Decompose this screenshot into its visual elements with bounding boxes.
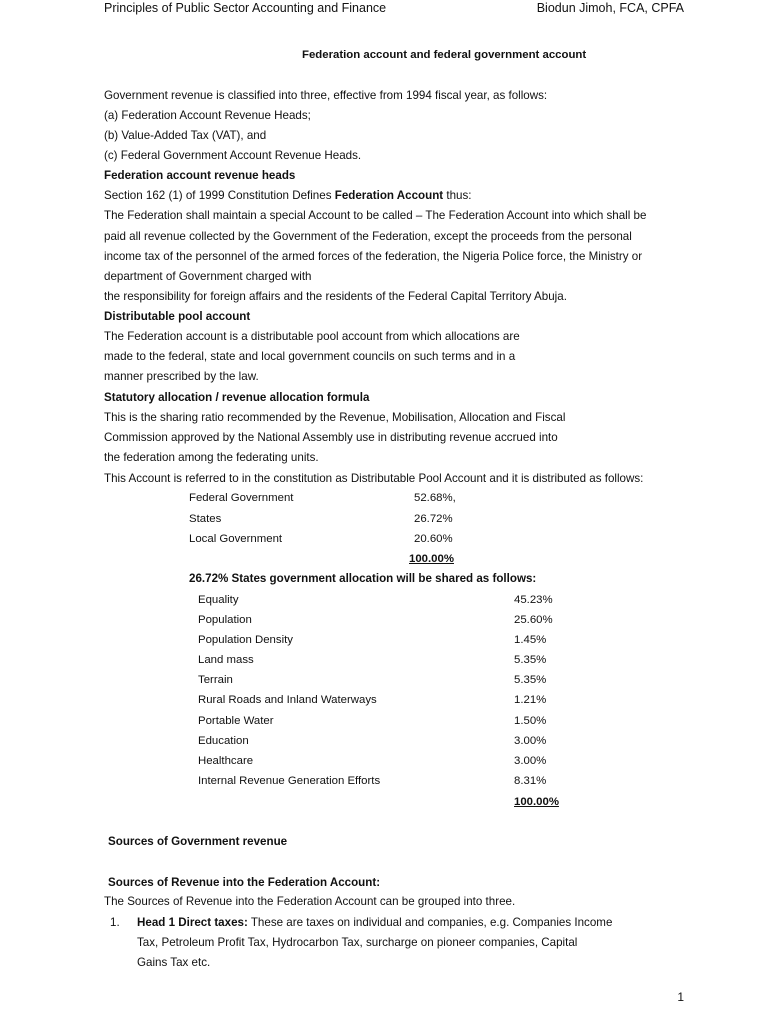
share-label: Population Density xyxy=(198,634,293,646)
share-label: Rural Roads and Inland Waterways xyxy=(198,694,377,706)
sources-item-line: Gains Tax etc. xyxy=(137,956,211,969)
share-value: 1.50% xyxy=(514,715,547,727)
pool-line: manner prescribed by the law. xyxy=(104,370,259,383)
item-text: These are taxes on individual and companies, e.g. Companies Income xyxy=(247,916,613,929)
sources-heading: Sources of Government revenue xyxy=(108,835,288,848)
pool-heading: Distributable pool account xyxy=(104,310,251,323)
states-share-heading: 26.72% States government allocation will be shared as follows: xyxy=(189,572,537,585)
definition-term: Federation Account xyxy=(334,189,444,202)
header-title: Principles of Public Sector Accounting and Finance xyxy=(104,1,387,15)
page-title: Federation account and federal government account xyxy=(302,49,587,61)
list-number: 1. xyxy=(110,916,120,929)
formula-line: This Account is referred to in the constitution as Distributable Pool Account and it is distributed as follows: xyxy=(104,472,644,485)
distribution-label: States xyxy=(189,513,222,525)
fed-heads-line: paid all revenue collected by the Government of the Federation, except the proceeds from the personal xyxy=(104,230,632,243)
definition-text: Section 162 (1) of 1999 Constitution Defines xyxy=(104,189,335,202)
sources-intro: The Sources of Revenue into the Federation Account can be grouped into three. xyxy=(104,895,516,908)
share-label: Healthcare xyxy=(198,755,254,767)
share-label: Terrain xyxy=(198,674,233,686)
share-value: 25.60% xyxy=(514,614,553,626)
share-label: Portable Water xyxy=(198,715,274,727)
sources-item xyxy=(137,915,612,931)
page-number: 1 xyxy=(677,990,684,1004)
sources-subheading: Sources of Revenue into the Federation Account: xyxy=(108,876,381,889)
distribution-value: 52.68%, xyxy=(414,492,456,504)
pool-line: The Federation account is a distributable pool account from which allocations are xyxy=(104,330,520,343)
distribution-value: 20.60% xyxy=(414,533,453,545)
formula-line: the federation among the federating units. xyxy=(104,451,319,464)
share-label: Population xyxy=(198,614,252,626)
share-value: 1.21% xyxy=(514,694,547,706)
formula-line: This is the sharing ratio recommended by the Revenue, Mobilisation, Allocation and Fiscal xyxy=(104,411,566,424)
fed-heads-line: income tax of the personnel of the armed forces of the federation, the Nigeria Police force, the Ministry or xyxy=(104,250,643,263)
distribution-label: Local Government xyxy=(189,533,283,545)
formula-heading: Statutory allocation / revenue allocation formula xyxy=(104,391,370,404)
share-value: 1.45% xyxy=(514,634,547,646)
share-value: 5.35% xyxy=(514,674,547,686)
share-value: 3.00% xyxy=(514,755,547,767)
intro-item-a: (a) Federation Account Revenue Heads; xyxy=(104,109,311,122)
distribution-total: 100.00% xyxy=(409,553,454,565)
share-label: Education xyxy=(198,735,249,747)
fed-heads-definition xyxy=(104,188,472,204)
share-label: Land mass xyxy=(198,654,254,666)
formula-line: Commission approved by the National Assembly use in distributing revenue accrued into xyxy=(104,431,558,444)
header-author: Biodun Jimoh, FCA, CPFA xyxy=(536,1,684,15)
intro-line: Government revenue is classified into three, effective from 1994 fiscal year, as follows: xyxy=(104,89,548,102)
distribution-value: 26.72% xyxy=(414,513,453,525)
sources-item-line: Tax, Petroleum Profit Tax, Hydrocarbon Tax, surcharge on pioneer companies, Capital xyxy=(137,936,578,949)
fed-heads-line: department of Government charged with xyxy=(104,270,312,283)
share-value: 45.23% xyxy=(514,594,553,606)
fed-heads-line: The Federation shall maintain a special Account to be called – The Federation Account into which shall be xyxy=(104,209,647,222)
definition-suffix: thus: xyxy=(443,189,472,202)
share-value: 8.31% xyxy=(514,775,547,787)
share-total: 100.00% xyxy=(514,796,559,808)
fed-heads-line: the responsibility for foreign affairs and the residents of the Federal Capital Territory Abuja. xyxy=(104,290,567,303)
share-label: Internal Revenue Generation Efforts xyxy=(198,775,381,787)
share-value: 5.35% xyxy=(514,654,547,666)
share-value: 3.00% xyxy=(514,735,547,747)
intro-item-b: (b) Value-Added Tax (VAT), and xyxy=(104,129,267,142)
share-label: Equality xyxy=(198,594,239,606)
item-heading: Head 1 Direct taxes: xyxy=(137,916,248,929)
intro-item-c: (c) Federal Government Account Revenue Heads. xyxy=(104,149,362,162)
pool-line: made to the federal, state and local government councils on such terms and in a xyxy=(104,350,516,363)
distribution-label: Federal Government xyxy=(189,492,294,504)
fed-heads-heading: Federation account revenue heads xyxy=(104,169,296,182)
